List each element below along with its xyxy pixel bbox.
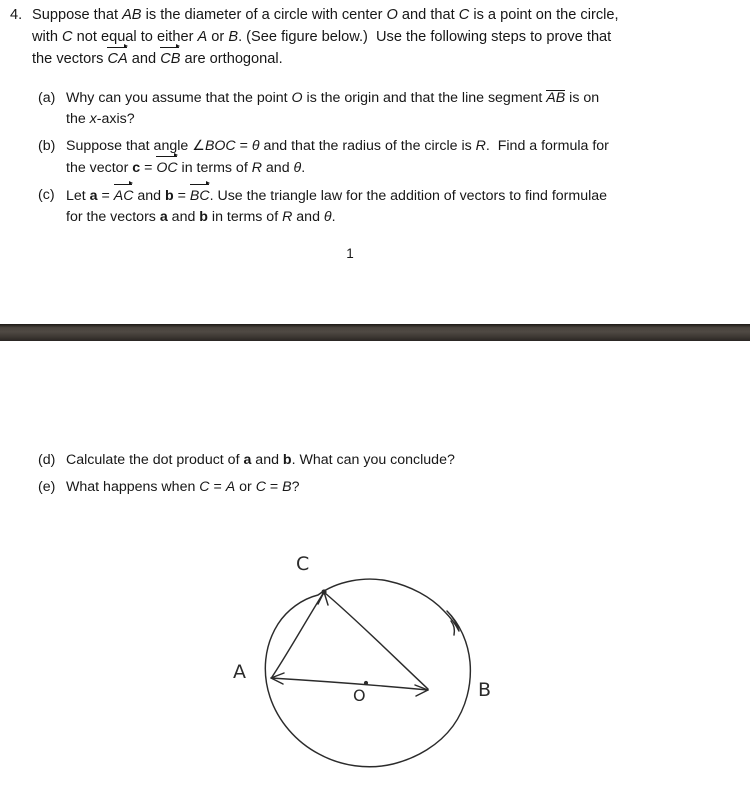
subpart-b-line-1: Suppose that angle ∠BOC = θ and that the radius of the circle is R. Find a formula for — [66, 138, 609, 154]
problem-row — [10, 5, 740, 71]
point-C-dot — [321, 589, 326, 594]
subpart-b-text — [66, 136, 738, 179]
problem-line-1: Suppose that AB is the diameter of a circle with center O and that C is a point on the circle, — [32, 7, 619, 23]
subparts-upper — [38, 88, 738, 234]
problem-text — [32, 5, 740, 71]
subpart-a-label: (a) — [38, 90, 56, 106]
subpart-d-text — [66, 450, 738, 471]
subpart-a-line-1: Why can you assume that the point O is the origin and that the line segment AB is on — [66, 90, 600, 106]
page-separator-band — [0, 324, 750, 341]
subpart-b-line-2: the vector c = OC in terms of R and θ. — [66, 157, 738, 179]
subpart-b-label: (b) — [38, 138, 56, 154]
subpart-c-line-2: for the vectors a and b in terms of R and θ. — [66, 209, 336, 225]
subpart-d-line-1: Calculate the dot product of a and b. What can you conclude? — [66, 452, 455, 468]
subpart-c-label: (c) — [38, 187, 55, 203]
circle-outline — [265, 579, 470, 767]
problem-line-2: with C not equal to either A or B. (See figure below.) Use the following steps to prove that — [32, 28, 612, 45]
subpart-d — [38, 450, 738, 471]
page-number: 1 — [346, 246, 354, 261]
point-O-dot — [364, 681, 368, 685]
subpart-a-text — [66, 88, 738, 130]
problem-line-3: the vectors CA and CB are orthogonal. — [32, 48, 740, 71]
figure-label-B: B — [478, 679, 492, 701]
subpart-e-label: (e) — [38, 479, 56, 495]
subpart-b — [38, 136, 738, 179]
subpart-c-text — [66, 185, 738, 228]
subpart-a-line-2: the x-axis? — [66, 111, 135, 127]
circle-diagram-svg — [225, 545, 515, 785]
circle-diagram-figure — [225, 545, 515, 785]
subpart-a — [38, 88, 738, 130]
figure-label-C: C — [296, 553, 310, 575]
segment-CB — [325, 593, 428, 689]
figure-label-O: O — [353, 686, 366, 705]
subparts-lower — [38, 450, 738, 504]
subpart-e-line-1: What happens when C = A or C = B? — [66, 479, 300, 495]
problem-number: 4. — [10, 7, 23, 23]
figure-label-A: A — [233, 661, 246, 683]
subpart-e — [38, 477, 738, 498]
subpart-c-line-1: Let a = AC and b = BC. Use the triangle law for the addition of vectors to find formulae — [66, 185, 738, 207]
segment-AB — [271, 678, 428, 690]
subpart-c — [38, 185, 738, 228]
subpart-e-text — [66, 477, 738, 498]
problem-statement — [10, 5, 740, 71]
subpart-d-label: (d) — [38, 452, 56, 468]
